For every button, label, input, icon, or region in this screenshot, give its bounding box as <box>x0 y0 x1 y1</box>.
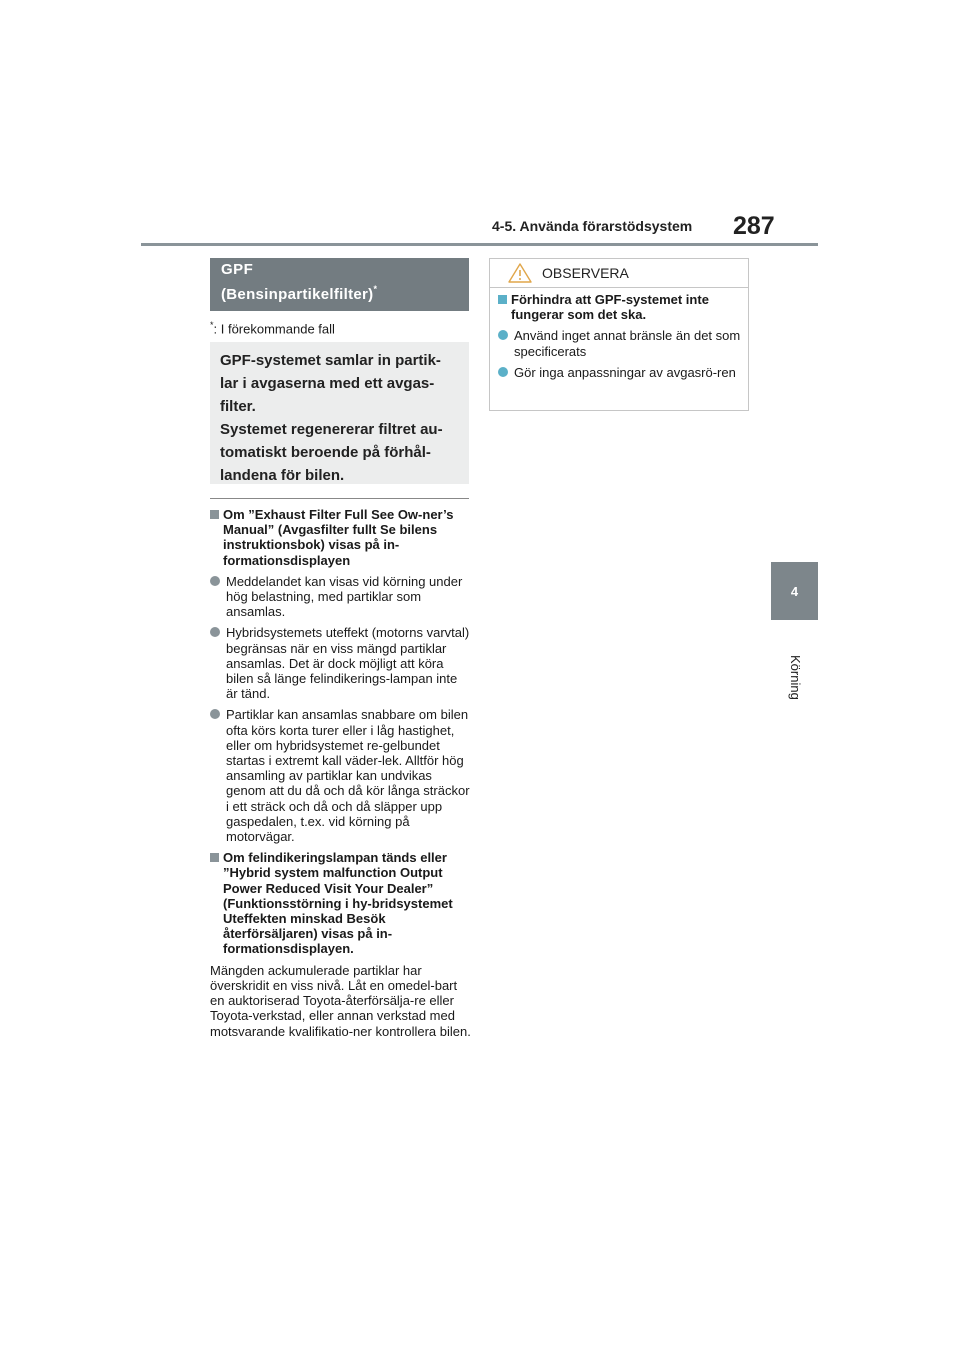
chapter-tab <box>771 562 818 620</box>
section-title: 4-5. Använda förarstödsystem <box>492 218 693 234</box>
list-item <box>210 574 472 620</box>
list-item-text: Hybridsystemets uteffekt (motorns varvtal) begränsas när en viss mängd partiklar ansamlas. Det är dock möjligt att köra bilen så länge felindikerings-lampan inte är tänd. <box>226 625 470 702</box>
list-item <box>210 625 472 701</box>
list-item <box>498 328 743 358</box>
list-item <box>210 707 472 844</box>
heading-text: Förhindra att GPF-systemet inte fungerar som det ska. <box>511 292 709 323</box>
square-bullet-icon <box>498 295 507 304</box>
notice-title: OBSERVERA <box>542 265 629 281</box>
footnote-marker: * <box>210 320 214 330</box>
chapter-number: 4 <box>790 584 799 599</box>
circle-bullet-icon <box>210 576 220 586</box>
summary-line: Systemet regenererar filtret au- <box>220 421 443 438</box>
summary-line: tomatiskt beroende på förhål- <box>220 444 431 461</box>
divider <box>210 498 469 499</box>
summary-text <box>220 349 465 487</box>
circle-bullet-icon <box>498 367 508 377</box>
footnote-text: : I förekommande fall <box>213 321 335 337</box>
gpf-title-text: (Bensinpartikelfilter) <box>221 286 374 303</box>
summary-line: landena för bilen. <box>220 467 345 484</box>
page-number: 287 <box>733 212 775 240</box>
left-column <box>210 507 472 1043</box>
notice-body <box>498 292 743 386</box>
section-heading-exhaust-filter <box>210 507 472 568</box>
chapter-label: Körning <box>788 655 803 700</box>
notice-box <box>489 258 749 411</box>
body-paragraph: Mängden ackumulerade partiklar har överskridit en viss nivå. Låt en omedel-bart en auktoriserad Toyota-återförsälja-re eller Toyota-verkstad, eller annan verkstad med motsvarande kvalifikatio-ner kontrollera bilen. <box>210 962 471 1039</box>
circle-bullet-icon <box>210 709 220 719</box>
notice-header <box>490 259 748 288</box>
chapter-label-wrapper <box>773 655 813 700</box>
list-item <box>498 365 743 380</box>
summary-box <box>210 342 469 484</box>
circle-bullet-icon <box>498 330 508 340</box>
warning-triangle-icon <box>508 263 532 283</box>
heading-text: Om ”Exhaust Filter Full See Ow-ner’s Manual” (Avgasfilter fullt Se bilens instruktionsbok) visas på in-formationsdisplayen <box>223 507 454 568</box>
gpf-title-line1: GPF <box>221 261 254 278</box>
summary-line: filter. <box>220 398 256 415</box>
list-item-text: Använd inget annat bränsle än det som specificerats <box>514 328 741 359</box>
gpf-title-marker: * <box>373 284 378 294</box>
square-bullet-icon <box>210 853 219 862</box>
footnote <box>210 320 335 336</box>
gpf-title-line2 <box>221 284 377 303</box>
summary-line: GPF-systemet samlar in partik- <box>220 352 441 369</box>
notice-heading <box>498 292 743 322</box>
header-rule <box>141 243 818 246</box>
list-item-text: Meddelandet kan visas vid körning under hög belastning, med partiklar som ansamlas. <box>226 573 463 620</box>
square-bullet-icon <box>210 510 219 519</box>
circle-bullet-icon <box>210 627 220 637</box>
list-item-text: Gör inga anpassningar av avgasrö-ren <box>514 364 736 380</box>
summary-line: lar i avgaserna med ett avgas- <box>220 375 435 392</box>
gpf-title-box <box>210 258 469 311</box>
section-heading-malfunction <box>210 850 472 956</box>
heading-text: Om felindikeringslampan tänds eller ”Hybrid system malfunction Output Power Reduced Visit Your Dealer” (Funktionsstörning i hy-bridsystemet Uteffekten minskad Besök återförsäljaren) visas på in-formationsdisplayen. <box>223 850 453 957</box>
list-item-text: Partiklar kan ansamlas snabbare om bilen ofta körs korta turer eller i låg hastighet, eller om hybridsystemet re-gelbundet startas i extremt kall väder-lek. Alltför hög ansamling av partiklar kan undvikas genom att du då och då kör långa sträckor i ett sträck och då och då släpper upp gaspedalen, t.ex. vid körning på motorvägar. <box>226 707 470 845</box>
